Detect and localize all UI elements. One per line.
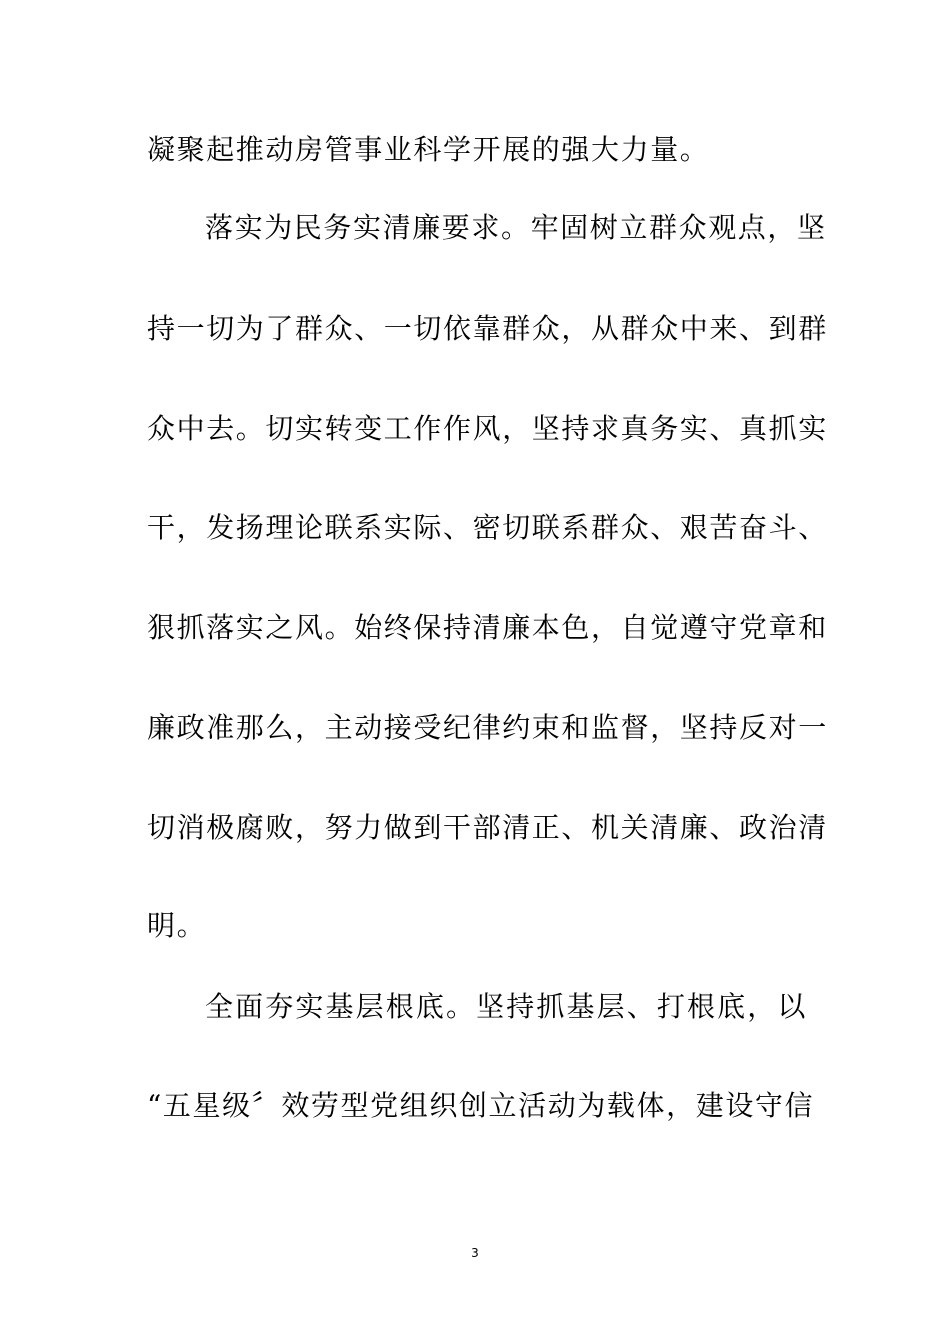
text-line: 干，发扬理论联系实际、密切联系群众、艰苦奋斗、 (147, 511, 828, 544)
text-line: 凝聚起推动房管事业科学开展的强大力量。 (147, 133, 710, 166)
text-line: 切消极腐败，努力做到干部清正、机关清廉、政治清 (147, 811, 828, 844)
page-number: 3 (471, 1246, 479, 1260)
text-line: “五星级〞效劳型党组织创立活动为载体，建设守信 (147, 1089, 815, 1122)
text-line: 狠抓落实之风。始终保持清廉本色，自觉遵守党章和 (147, 611, 828, 644)
paragraph-first-line: 落实为民务实清廉要求。牢固树立群众观点，坚 (205, 211, 827, 244)
text-line: 众中去。切实转变工作作风，坚持求真务实、真抓实 (147, 412, 828, 445)
text-line: 持一切为了群众、一切依靠群众，从群众中来、到群 (147, 312, 828, 345)
text-line: 明。 (147, 909, 207, 942)
text-line: 廉政准那么，主动接受纪律约束和监督，坚持反对一 (147, 711, 828, 744)
paragraph-first-line: 全面夯实基层根底。坚持抓基层、打根底，以 (205, 990, 807, 1023)
